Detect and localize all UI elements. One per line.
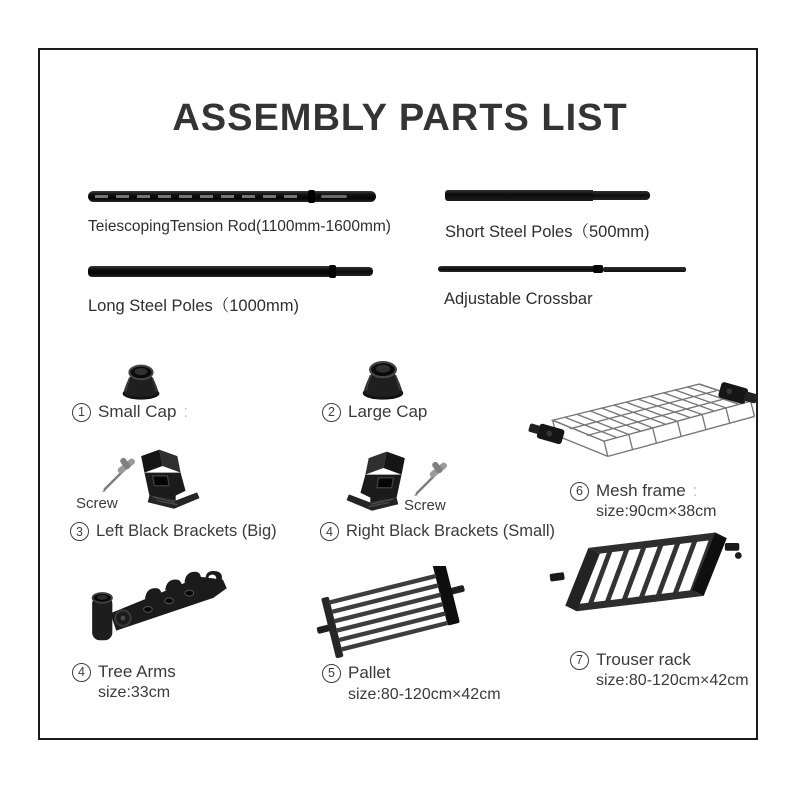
tree-arms-image [86,570,231,645]
rod-body [438,266,596,272]
mesh-frame-image [526,372,764,478]
trouser-rack-size: size:80-120cm×42cm [596,672,749,689]
part-name: Small Cap [98,402,177,421]
telescoping-rod-image [88,191,376,203]
right-bracket-label-row [320,522,555,541]
pallet-size: size:80-120cm×42cm [348,686,501,703]
part-colon: : [692,481,698,500]
adjustable-crossbar-image [438,266,686,275]
rod-slots [95,195,305,198]
tree-arms-size: size:33cm [98,684,171,701]
part-number-badge: 3 [70,522,89,541]
mesh-frame-size: size:90cm×38cm [596,503,717,520]
rod-body [445,190,593,201]
part-number-badge: 5 [322,664,341,683]
short-steel-pole-label: Short Steel Poles（500mm) [445,223,650,241]
part-number-badge: 7 [570,651,589,670]
part-name: Right Black Brackets (Small) [346,522,556,540]
screw-label: Screw [404,497,446,514]
rod-thin-end [336,267,373,276]
mesh-frame-label-row [570,481,697,501]
screw-icon [408,460,452,500]
tree-arms-label-row [72,662,176,682]
long-steel-pole-image [88,266,373,278]
screw-label: Screw [76,495,118,512]
part-name: Mesh frame [596,481,686,500]
large-cap-label-row [322,402,427,422]
small-cap-image [117,359,165,401]
adjustable-crossbar-label: Adjustable Crossbar [444,290,593,308]
part-number-badge: 4 [72,663,91,682]
short-steel-pole-image [445,190,650,202]
rod-thin-end [593,191,650,200]
pallet-label-row [322,663,391,683]
rod-thin-end [603,267,686,272]
rod-body [88,266,329,277]
rod-joint [593,265,603,273]
left-bracket-image [128,446,202,514]
page-title: ASSEMBLY PARTS LIST [172,97,628,139]
part-number-badge: 2 [322,403,341,422]
small-cap-label-row [72,402,188,422]
pallet-image [310,566,475,658]
large-cap-image [356,355,410,401]
trouser-rack-image [548,530,746,632]
trouser-rack-label-row [570,650,691,670]
part-name: Left Black Brackets (Big) [96,522,277,540]
part-number-badge: 6 [570,482,589,501]
part-name: Tree Arms [98,662,176,681]
part-name: Trouser rack [596,650,691,669]
rod-slot-end [321,195,347,198]
telescoping-rod-label: TeiescopingTension Rod(1100mm-1600mm) [88,218,391,235]
rod-collar [329,265,336,278]
part-name: Pallet [348,663,391,682]
rod-collar [308,190,315,203]
part-number-badge: 4 [320,522,339,541]
part-number-badge: 1 [72,403,91,422]
part-colon: : [183,402,189,421]
part-name: Large Cap [348,402,428,421]
long-steel-pole-label: Long Steel Poles（1000mm) [88,297,299,315]
left-bracket-label-row [70,522,277,541]
